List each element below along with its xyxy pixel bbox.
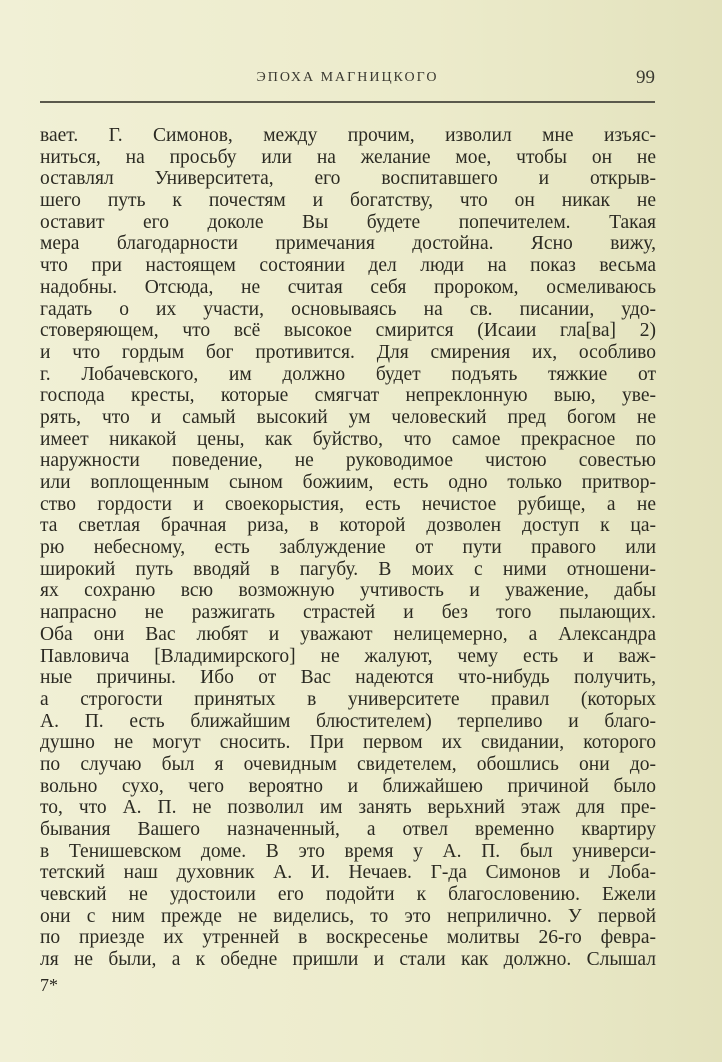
text-line: шего путь к почестям и богатству, что он никак не [40, 190, 656, 212]
text-line: и что гордым бог противится. Для смирения их, особливо [40, 341, 656, 363]
text-line: стоверяющем, что всё высокое смирится (Исаии гла[ва] 2) [40, 320, 656, 342]
text-line: вает. Г. Симонов, между прочим, изволил мне изъяс- [40, 125, 656, 146]
text-line: тетский наш духовник А. И. Нечаев. Г-да Симонов и Лоба- [40, 862, 656, 884]
text-line: чевский не удостоили его подойти к благословению. Ежели [40, 884, 656, 906]
text-line: Павловича [Владимирского] не жалуют, чему есть и важ- [40, 645, 656, 667]
text-line: что при настоящем состоянии дел люди на показ весьма [40, 255, 656, 277]
signature-mark: 7* [40, 975, 58, 995]
text-line: вольно сухо, чего вероятно и ближайшею причиной было [40, 775, 656, 797]
text-line: по приезде их утренней в воскресенье молитвы 26-го февра- [40, 927, 656, 949]
text-line: оставлял Университета, его воспитавшего и открыв- [40, 168, 656, 190]
text-line: наружности поведение, не руководимое чистою совестью [40, 450, 656, 472]
text-line: широкий путь вводяй в пагубу. В моих с ними отношени- [40, 558, 656, 580]
text-line: ные причины. Ибо от Вас надеются что-нибудь получить, [40, 667, 656, 689]
text-line: бывания Вашего назначенный, а отвел временно квартиру [40, 819, 656, 840]
text-line: ниться, на просьбу или на желание мое, чтобы он не [40, 146, 656, 168]
text-line: в Тенишевском доме. В это время у А. П. был универси- [40, 840, 656, 862]
text-line: А. П. есть ближайшим блюстителем) терпеливо и благо- [40, 710, 656, 732]
text-line: душно не могут сносить. При первом их свидании, которого [40, 732, 656, 754]
text-line: г. Лобачевского, им должно будет подъять тяжкие от [40, 363, 656, 385]
page-number: 99 [636, 67, 655, 88]
text-line: а строгости принятых в университете правил (которых [40, 688, 656, 710]
text-line: то, что А. П. не позволил им занять верьхний этаж для пре- [40, 797, 656, 819]
text-line: или воплощенным сыном божиим, есть одно только притвор- [40, 472, 656, 493]
text-line: оставит его доколе Вы будете попечителем. Такая [40, 211, 656, 233]
text-line: по случаю был я очевидным свидетелем, обошлись они до- [40, 753, 656, 775]
text-line: они с ним прежде не виделись, то это неприлично. У первой [40, 905, 656, 927]
text-line: та светлая брачная риза, в которой дозволен доступ к ца- [40, 515, 656, 537]
page-header [40, 67, 655, 94]
text-line: Оба они Вас любят и уважают нелицемерно, а Александра [40, 623, 656, 645]
text-line: напрасно не разжигать страстей и без того пылающих. [40, 602, 656, 624]
body-text [40, 125, 656, 971]
text-line: надобны. Отсюда, не считая себя пророком, осмеливаюсь [40, 276, 656, 298]
text-line: ство гордости и своекорыстия, есть нечистое рубище, а не [40, 493, 656, 515]
text-line: гадать о их участи, основываясь на св. писании, удо- [40, 298, 656, 320]
running-title: ЭПОХА МАГНИЦКОГО [256, 70, 439, 85]
text-line: ях сохраню всю возможную учтивость и уважение, дабы [40, 580, 656, 602]
text-line: мера благодарности примечания достойна. Ясно вижу, [40, 233, 656, 255]
header-rule [40, 101, 655, 103]
text-line: рю небесному, есть заблуждение от пути правого или [40, 537, 656, 559]
text-line: ля не были, а к обедне пришли и стали как должно. Слышал [40, 949, 656, 971]
text-line: господа кресты, которые смягчат непреклонную выю, уве- [40, 385, 656, 407]
text-line: рять, что и самый высокий ум человеский пред богом не [40, 406, 656, 428]
text-line: имеет никакой цены, как буйство, что самое прекрасное по [40, 428, 656, 450]
